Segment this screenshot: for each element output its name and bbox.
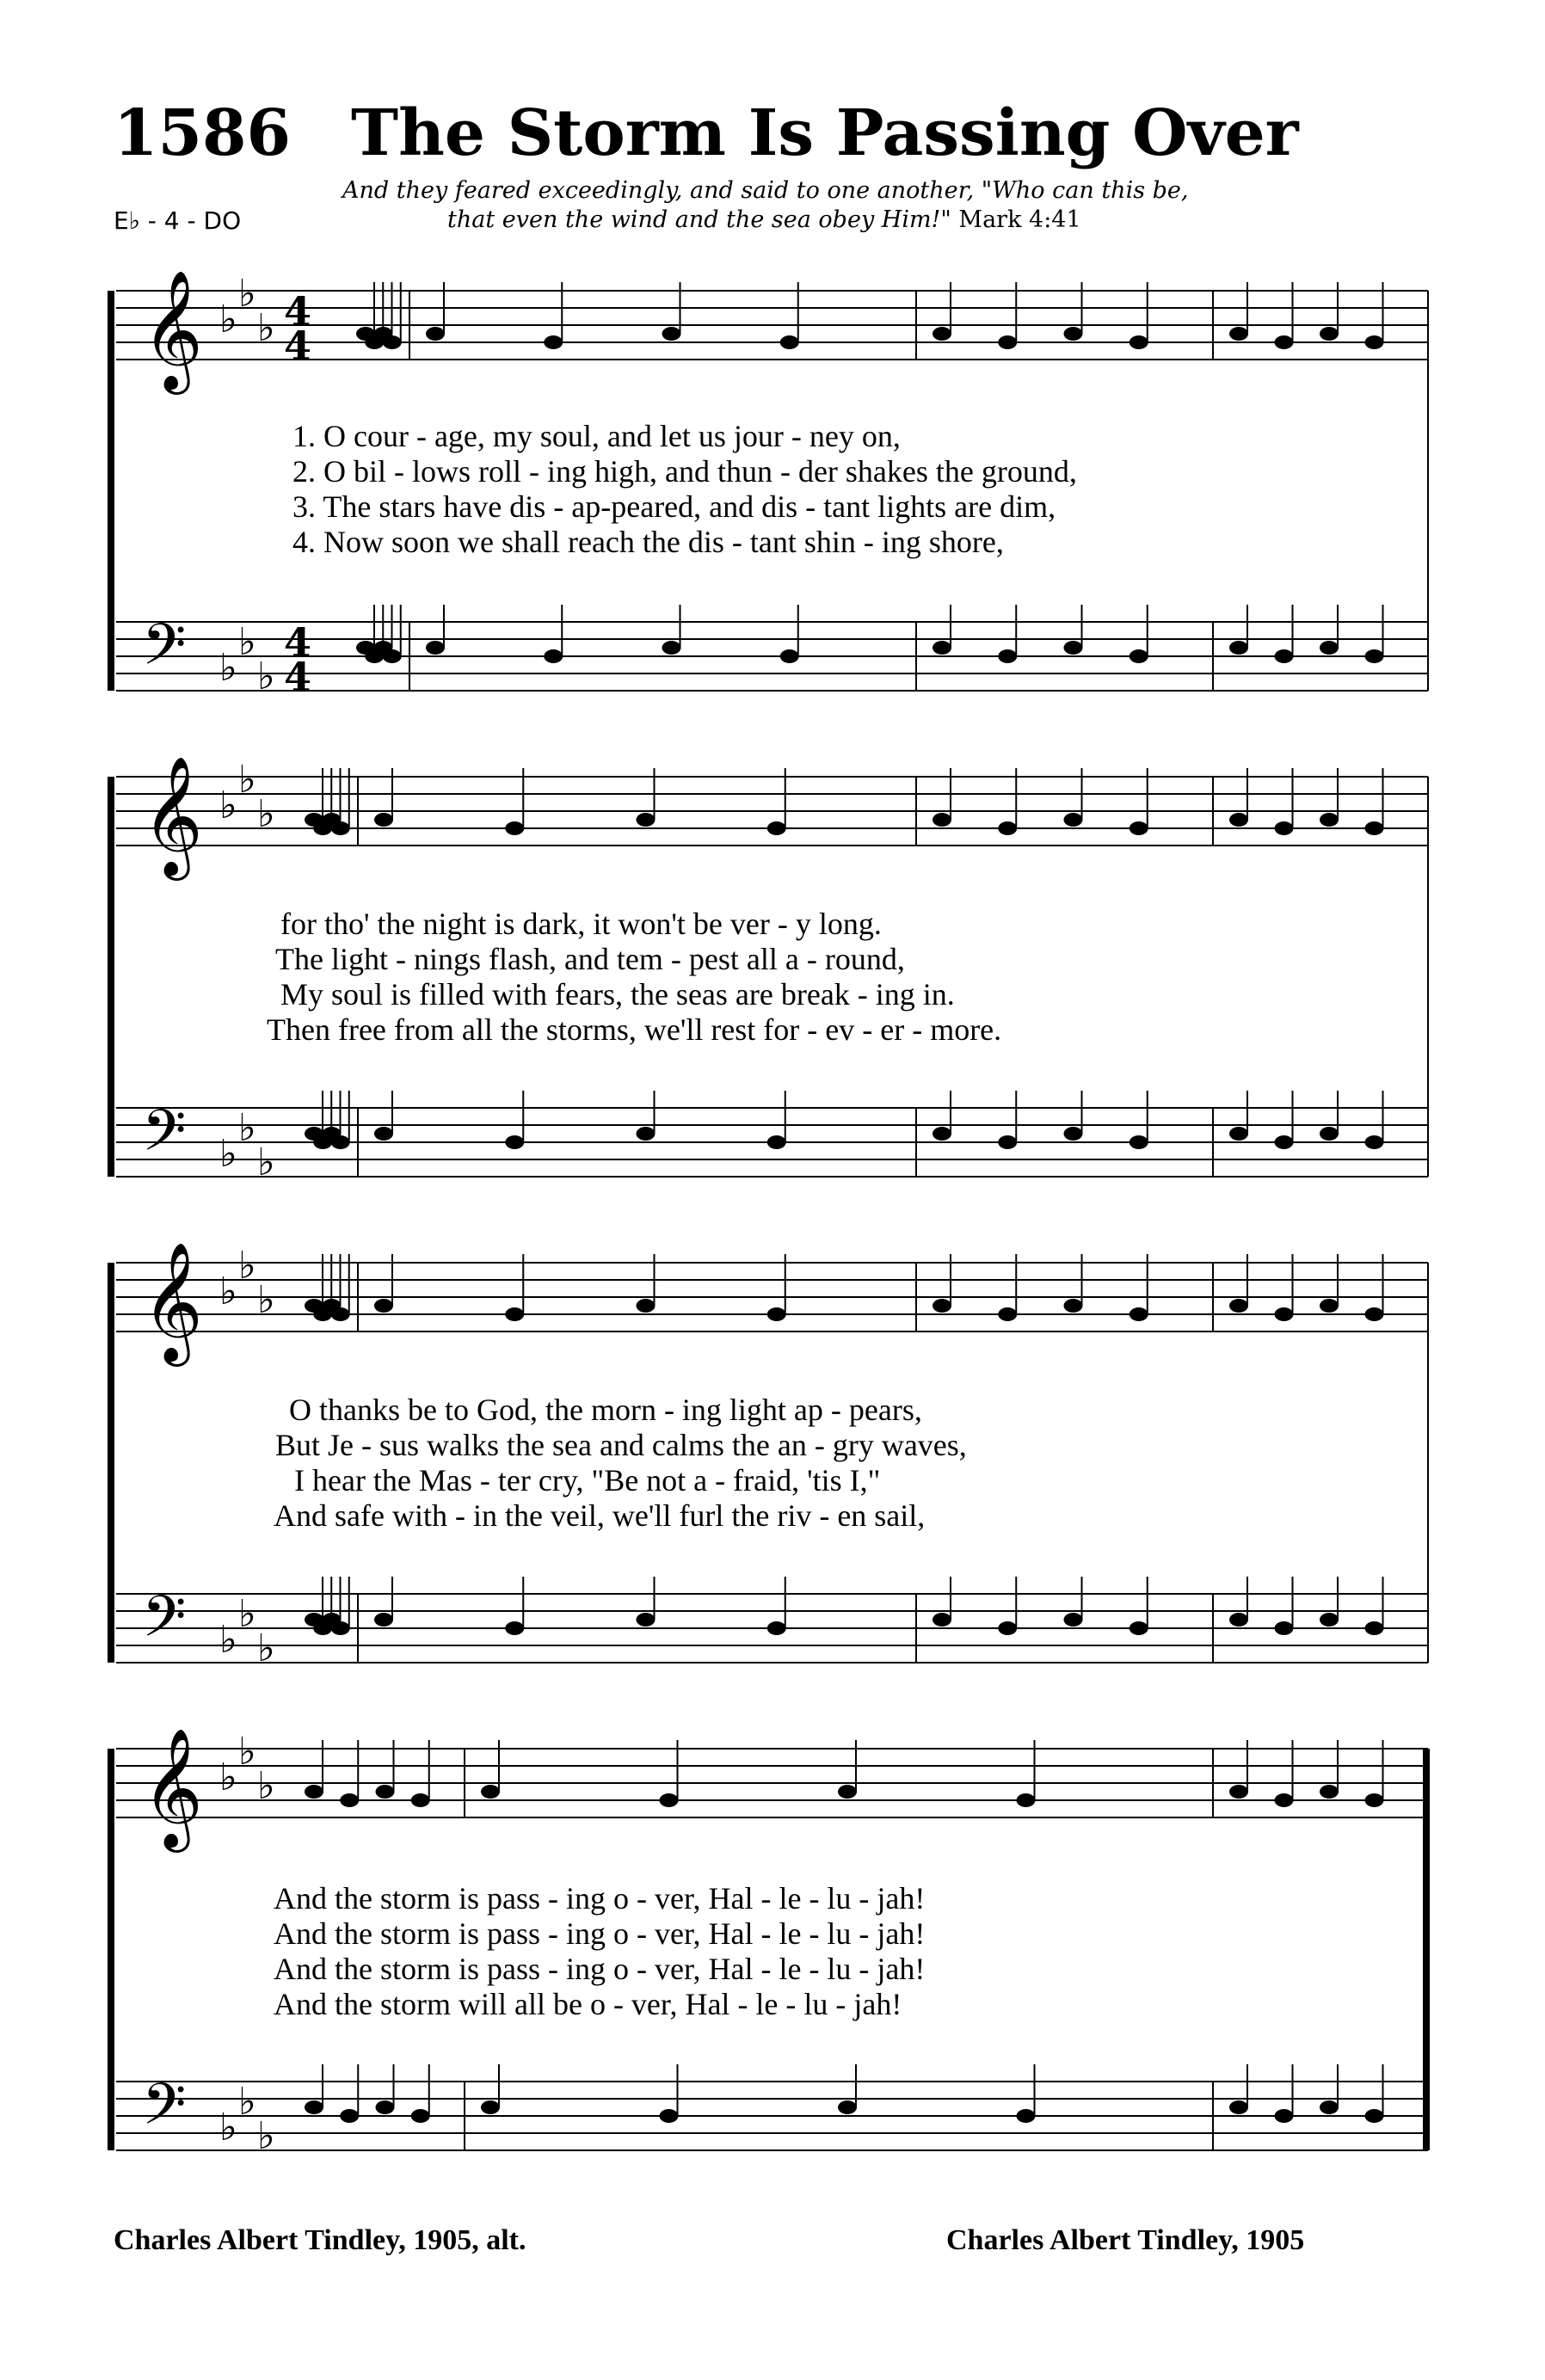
notehead [767, 1135, 786, 1149]
notehead [411, 2109, 430, 2123]
notehead [1064, 1299, 1083, 1313]
flat-icon: ♭ [219, 2106, 237, 2149]
notehead [1365, 649, 1384, 663]
time-signature-top: 4 [284, 288, 312, 335]
notehead [505, 1621, 524, 1635]
lyric-line: for tho' the night is dark, it won't be ver - y long. [280, 907, 882, 941]
notehead [1320, 641, 1339, 655]
system-bracket [108, 291, 114, 691]
notehead [662, 641, 681, 655]
notehead [1130, 1307, 1148, 1321]
notehead [376, 2100, 395, 2114]
notehead [544, 649, 563, 663]
treble-clef-icon: 𝄞 [142, 270, 203, 390]
notehead [1320, 327, 1339, 341]
flat-icon: ♭ [257, 2114, 275, 2158]
notehead [331, 1307, 350, 1321]
notehead [767, 821, 786, 835]
flat-icon: ♭ [257, 1141, 275, 1184]
epigraph-line-1: And they feared exceedingly, and said to one another, "Who can this be, [342, 177, 1189, 204]
notehead [505, 1135, 524, 1149]
notehead [637, 1127, 656, 1141]
notehead [1229, 641, 1248, 655]
flat-icon: ♭ [219, 646, 237, 690]
time-signature-bottom: 4 [284, 654, 312, 700]
notehead [1064, 1613, 1083, 1627]
hymn-number: 1586 [114, 96, 291, 170]
notehead [1275, 1621, 1294, 1635]
notehead [383, 335, 402, 349]
treble-clef-icon: 𝄞 [142, 1728, 203, 1848]
flat-icon: ♭ [219, 298, 237, 341]
notehead [426, 641, 445, 655]
notehead [1229, 327, 1248, 341]
notehead [933, 1299, 951, 1313]
notehead [1229, 1613, 1248, 1627]
notehead [383, 649, 402, 663]
notehead [1275, 2109, 1294, 2123]
flat-icon: ♭ [219, 1618, 237, 1662]
music-credit: Charles Albert Tindley, 1905 [946, 2224, 1305, 2256]
notehead [1275, 1135, 1294, 1149]
notehead [1320, 1127, 1339, 1141]
notehead [637, 1299, 656, 1313]
flat-icon: ♭ [238, 1106, 256, 1150]
notehead [1064, 327, 1083, 341]
notehead [505, 821, 524, 835]
notehead [376, 1785, 395, 1799]
notehead [1365, 821, 1384, 835]
notehead [1064, 813, 1083, 827]
notehead [1064, 1127, 1083, 1141]
notehead [1275, 335, 1294, 349]
lyric-line: Then free from all the storms, we'll rest for - ev - er - more. [267, 1012, 1002, 1047]
notehead [331, 1135, 350, 1149]
lyric-line: I hear the Mas - ter cry, "Be not a - fraid, 'tis I," [294, 1463, 881, 1497]
key-indicator: E♭ - 4 - DO [114, 206, 242, 235]
notehead [481, 2100, 500, 2114]
notehead [1365, 1793, 1384, 1807]
lyric-line: O thanks be to God, the morn - ing light ap - pears, [289, 1393, 922, 1427]
notehead [1320, 1613, 1339, 1627]
treble-clef-icon: 𝄞 [142, 1242, 203, 1362]
lyric-line: And the storm is pass - ing o - ver, Hal - le - lu - jah! [274, 1881, 926, 1916]
lyric-line: 2. O bil - lows roll - ing high, and thun - der shakes the ground, [292, 454, 1077, 489]
notehead [544, 335, 563, 349]
notehead [1017, 2109, 1036, 2123]
notehead [1130, 335, 1148, 349]
flat-icon: ♭ [219, 1132, 237, 1176]
notehead [374, 1127, 393, 1141]
bass-clef-icon: 𝄢 [142, 2071, 187, 2151]
notehead [838, 2100, 857, 2114]
lyric-line: And safe with - in the veil, we'll furl the riv - en sail, [274, 1498, 926, 1533]
bass-clef-icon: 𝄢 [142, 612, 187, 692]
epigraph-text: that even the wind and the sea obey Him!" [447, 206, 951, 233]
notehead [1130, 1621, 1148, 1635]
notehead [1365, 1307, 1384, 1321]
flat-icon: ♭ [219, 1270, 237, 1313]
notehead [1229, 1299, 1248, 1313]
bass-clef-icon: 𝄢 [142, 1584, 187, 1664]
notehead [1365, 335, 1384, 349]
notehead [340, 2109, 359, 2123]
flat-icon: ♭ [257, 792, 275, 836]
notehead [1275, 1793, 1294, 1807]
words-credit: Charles Albert Tindley, 1905, alt. [114, 2224, 526, 2256]
lyric-line: And the storm will all be o - ver, Hal - le - lu - jah! [274, 1987, 902, 2021]
flat-icon: ♭ [219, 784, 237, 827]
flat-icon: ♭ [219, 1756, 237, 1799]
flat-icon: ♭ [238, 758, 256, 802]
notehead [660, 2109, 679, 2123]
treble-clef-icon: 𝄞 [142, 756, 203, 876]
notehead [660, 1793, 679, 1807]
flat-icon: ♭ [238, 1730, 256, 1774]
lyric-line: But Je - sus walks the sea and calms the an - gry waves, [275, 1428, 967, 1462]
lyric-line: 4. Now soon we shall reach the dis - tant shin - ing shore, [292, 525, 1004, 559]
flat-icon: ♭ [238, 1592, 256, 1636]
notehead [1130, 821, 1148, 835]
notehead [374, 813, 393, 827]
notehead [374, 1613, 393, 1627]
notehead [1320, 1299, 1339, 1313]
notehead [426, 327, 445, 341]
notehead [780, 335, 799, 349]
notehead [998, 649, 1017, 663]
system-bracket [108, 1749, 114, 2150]
lyric-line: My soul is filled with fears, the seas are break - ing in. [280, 977, 955, 1012]
notehead [505, 1307, 524, 1321]
hymn-title: The Storm Is Passing Over [351, 96, 1299, 170]
notehead [1017, 1793, 1036, 1807]
lyric-line: 1. O cour - age, my soul, and let us jour - ney on, [292, 419, 901, 453]
final-barline [1423, 1749, 1430, 2150]
notehead [1365, 2109, 1384, 2123]
notehead [838, 1785, 857, 1799]
notehead [1130, 649, 1148, 663]
lyric-line: And the storm is pass - ing o - ver, Hal - le - lu - jah! [274, 1952, 926, 1986]
notehead [780, 649, 799, 663]
system-bracket [108, 777, 114, 1177]
notehead [1275, 649, 1294, 663]
flat-icon: ♭ [238, 1244, 256, 1288]
flat-icon: ♭ [257, 306, 275, 350]
notehead [1275, 1307, 1294, 1321]
notehead [1275, 821, 1294, 835]
lyric-line: The light - nings flash, and tem - pest all a - round, [275, 942, 905, 976]
notehead [1320, 2100, 1339, 2114]
lyric-line: 3. The stars have dis - ap-peared, and dis - tant lights are dim, [292, 489, 1056, 524]
notehead [374, 1299, 393, 1313]
notehead [340, 1793, 359, 1807]
flat-icon: ♭ [238, 620, 256, 664]
lyric-line: And the storm is pass - ing o - ver, Hal - le - lu - jah! [274, 1916, 926, 1951]
notehead [1229, 813, 1248, 827]
notehead [481, 1785, 500, 1799]
flat-icon: ♭ [257, 1278, 275, 1322]
notehead [767, 1307, 786, 1321]
time-signature-top: 4 [284, 619, 312, 666]
notehead [637, 813, 656, 827]
notehead [933, 641, 951, 655]
notehead [331, 1621, 350, 1635]
flat-icon: ♭ [257, 655, 275, 698]
notehead [331, 821, 350, 835]
notehead [305, 2100, 323, 2114]
flat-icon: ♭ [257, 1764, 275, 1808]
notehead [1130, 1135, 1148, 1149]
notehead [933, 327, 951, 341]
notehead [933, 1613, 951, 1627]
epigraph-reference: Mark 4:41 [958, 206, 1081, 233]
flat-icon: ♭ [238, 272, 256, 316]
notehead [998, 1135, 1017, 1149]
notehead [662, 327, 681, 341]
notehead [998, 1621, 1017, 1635]
notehead [933, 813, 951, 827]
notehead [1229, 2100, 1248, 2114]
notehead [933, 1127, 951, 1141]
notehead [1229, 1127, 1248, 1141]
notehead [305, 1785, 323, 1799]
flat-icon: ♭ [257, 1627, 275, 1670]
notehead [998, 335, 1017, 349]
notehead [1229, 1785, 1248, 1799]
notehead [1365, 1621, 1384, 1635]
notehead [1320, 813, 1339, 827]
notehead [637, 1613, 656, 1627]
notehead [1064, 641, 1083, 655]
notehead [411, 1793, 430, 1807]
notehead [1320, 1785, 1339, 1799]
bass-clef-icon: 𝄢 [142, 1098, 187, 1178]
notehead [767, 1621, 786, 1635]
time-signature-bottom: 4 [284, 323, 312, 369]
system-bracket [108, 1263, 114, 1663]
notehead [998, 1307, 1017, 1321]
notehead [1365, 1135, 1384, 1149]
flat-icon: ♭ [238, 2080, 256, 2124]
notehead [998, 821, 1017, 835]
